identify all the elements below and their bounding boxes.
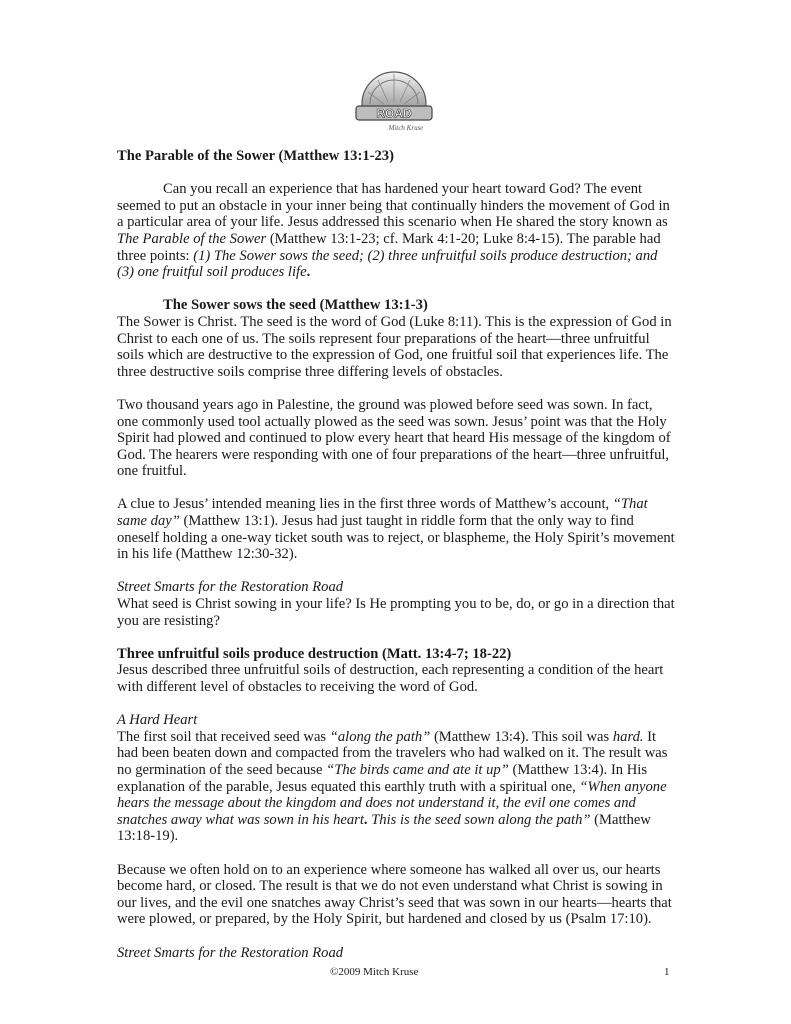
hard-heart-paragraph-2: Because we often hold on to an experience where someone has walked all over us, our hearts become hard, or closed. The result is that we do not even understand what Christ is sowing in our lives, and the evil one snatches away Christ’s seed that was sown in our hearts—hearts that were plowed, or prepared, by the Holy Spirit, but hardened and closed by us (Psalm 17:10). bbox=[117, 861, 672, 928]
sower-paragraph-1: The Sower is Christ. The seed is the word of God (Luke 8:11). This is the expression of God in Christ to each one of us. The soils represent four preparations of the heart—three unfruitful soils which are destructive to the expression of God, one fruitful soil that experiences life. The three destructive soils comprise three differing levels of obstacles. bbox=[117, 313, 672, 380]
document-body bbox=[117, 148, 677, 961]
street-smarts-heading-2: Street Smarts for the Restoration Road bbox=[117, 944, 344, 961]
logo-road-text: ROAD bbox=[376, 106, 412, 121]
unfruitful-paragraph-1: Jesus described three unfruitful soils of destruction, each representing a condition of the heart with different level of obstacles to receiving the word of God. bbox=[117, 662, 664, 695]
logo-signature: Mitch Kruse bbox=[388, 124, 424, 132]
hard-heart-paragraph: The first soil that received seed was “along the path” (Matthew 13:4). This soil was hard. It had been beaten down and compacted from the travelers who had walked on it. The result was no germination of the seed because “The birds came and ate it up” (Matthew 13:4). In His explanation of the parable, Jesus equated this earthly truth with a spiritual one, “When anyone hears the message about the kingdom and does not understand it, the evil one comes and snatches away what was sown in his heart. This is the seed sown along the path” (Matthew 13:18-19). bbox=[117, 728, 668, 845]
sower-paragraph-2: Two thousand years ago in Palestine, the ground was plowed before seed was sown. In fact, one commonly used tool actually plowed as the seed was sown. Jesus’ point was that the Holy Spirit had plowed and continued to plow every heart that heard His message of the kingdom of God. The hearers were responding with one of four preparations of the heart—three unfruitful, one fruitful. bbox=[117, 396, 671, 480]
page-title: The Parable of the Sower (Matthew 13:1-23) bbox=[117, 148, 394, 164]
footer-copyright: ©2009 Mitch Kruse bbox=[330, 966, 419, 978]
street-smarts-text-1: What seed is Christ sowing in your life? Is He prompting you to be, do, or go in a direction that you are resisting? bbox=[117, 596, 675, 629]
subheading-hard-heart: A Hard Heart bbox=[117, 712, 198, 729]
section-heading-sower: The Sower sows the seed (Matthew 13:1-3) bbox=[163, 297, 428, 314]
footer-page-number: 1 bbox=[664, 966, 670, 978]
restoration-road-logo bbox=[348, 52, 440, 138]
intro-paragraph: Can you recall an experience that has hardened your heart toward God? The event seemed to put an obstacle in your inner being that continually hinders the movement of God in a particular area of your life. Jesus addressed this scenario when He shared the story known as The Parable of the Sower (Matthew 13:1-23; cf. Mark 4:1-20; Luke 8:4-15). The parable had three points: (1) The Sower sows the seed; (2) three unfruitful soils produce destruction; and (3) one fruitful soil produces life. bbox=[117, 181, 670, 281]
street-smarts-heading-1: Street Smarts for the Restoration Road bbox=[117, 579, 344, 596]
section-heading-unfruitful: Three unfruitful soils produce destruction (Matt. 13:4-7; 18-22) bbox=[117, 645, 512, 662]
sower-paragraph-3: A clue to Jesus’ intended meaning lies in the first three words of Matthew’s account, “That same day” (Matthew 13:1). Jesus had just taught in riddle form that the only way to find oneself holding a one-way ticket south was to reject, or blaspheme, the Holy Spirit’s movement in his life (Matthew 12:30-32). bbox=[117, 496, 675, 563]
